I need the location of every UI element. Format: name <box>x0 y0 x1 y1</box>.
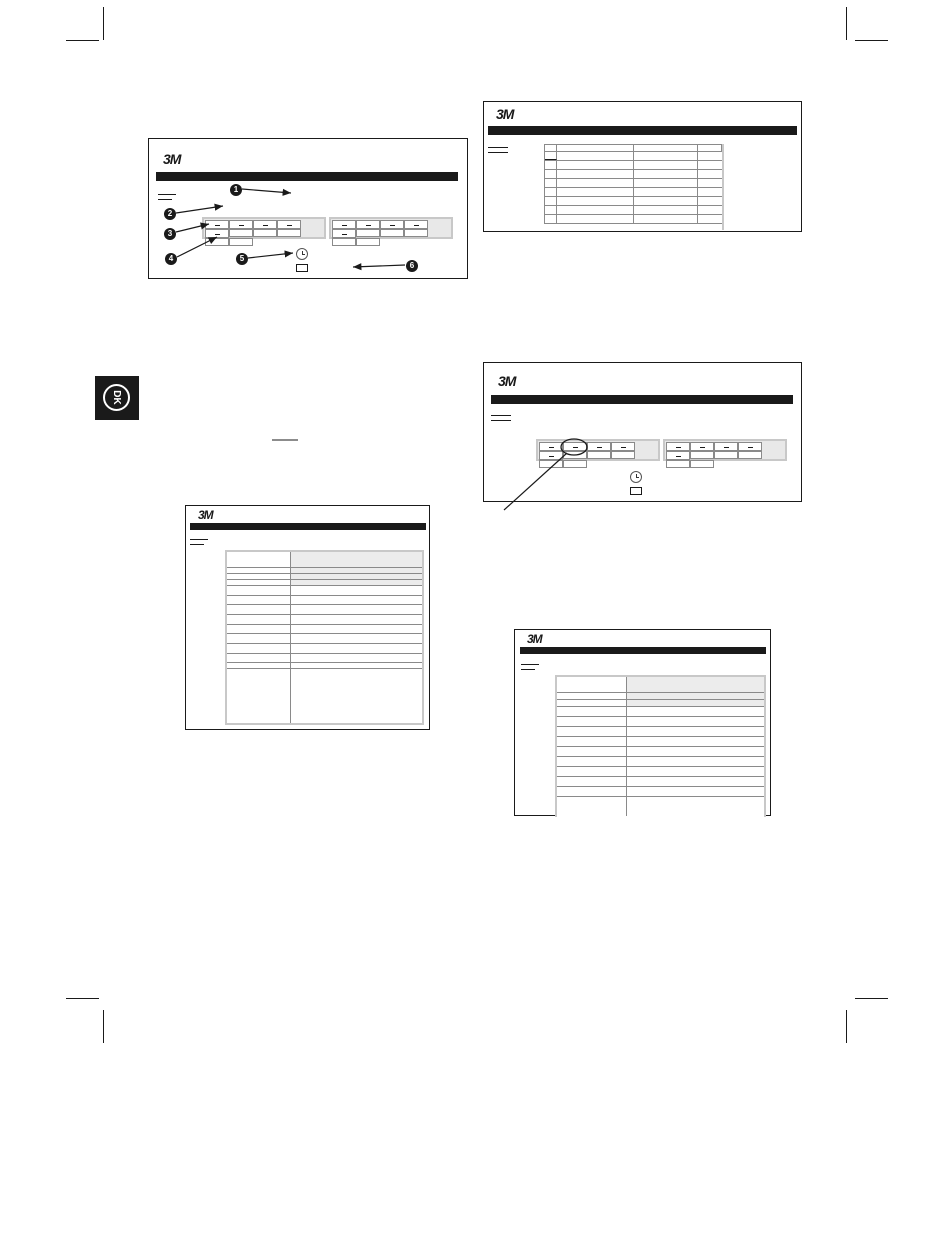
callout-arrow <box>248 253 293 258</box>
brand-logo: 3M <box>498 373 516 389</box>
brand-logo: 3M <box>163 151 181 167</box>
callout-arrow <box>177 237 217 257</box>
callout-arrow <box>242 189 291 193</box>
callout-1: 1 <box>230 184 242 196</box>
callout-4: 4 <box>165 253 177 265</box>
callout-2: 2 <box>164 208 176 220</box>
pointer-line <box>504 453 567 510</box>
callout-arrow <box>353 265 405 267</box>
language-code: DK <box>103 384 130 411</box>
callout-3: 3 <box>164 228 176 240</box>
highlight-ellipse <box>561 439 587 455</box>
callout-6: 6 <box>406 260 418 272</box>
callout-arrow <box>176 206 223 213</box>
callout-5: 5 <box>236 253 248 265</box>
callout-arrow <box>176 224 209 232</box>
brand-logo: 3M <box>496 106 514 122</box>
brand-logo: 3M <box>527 632 542 646</box>
brand-logo: 3M <box>198 508 213 522</box>
